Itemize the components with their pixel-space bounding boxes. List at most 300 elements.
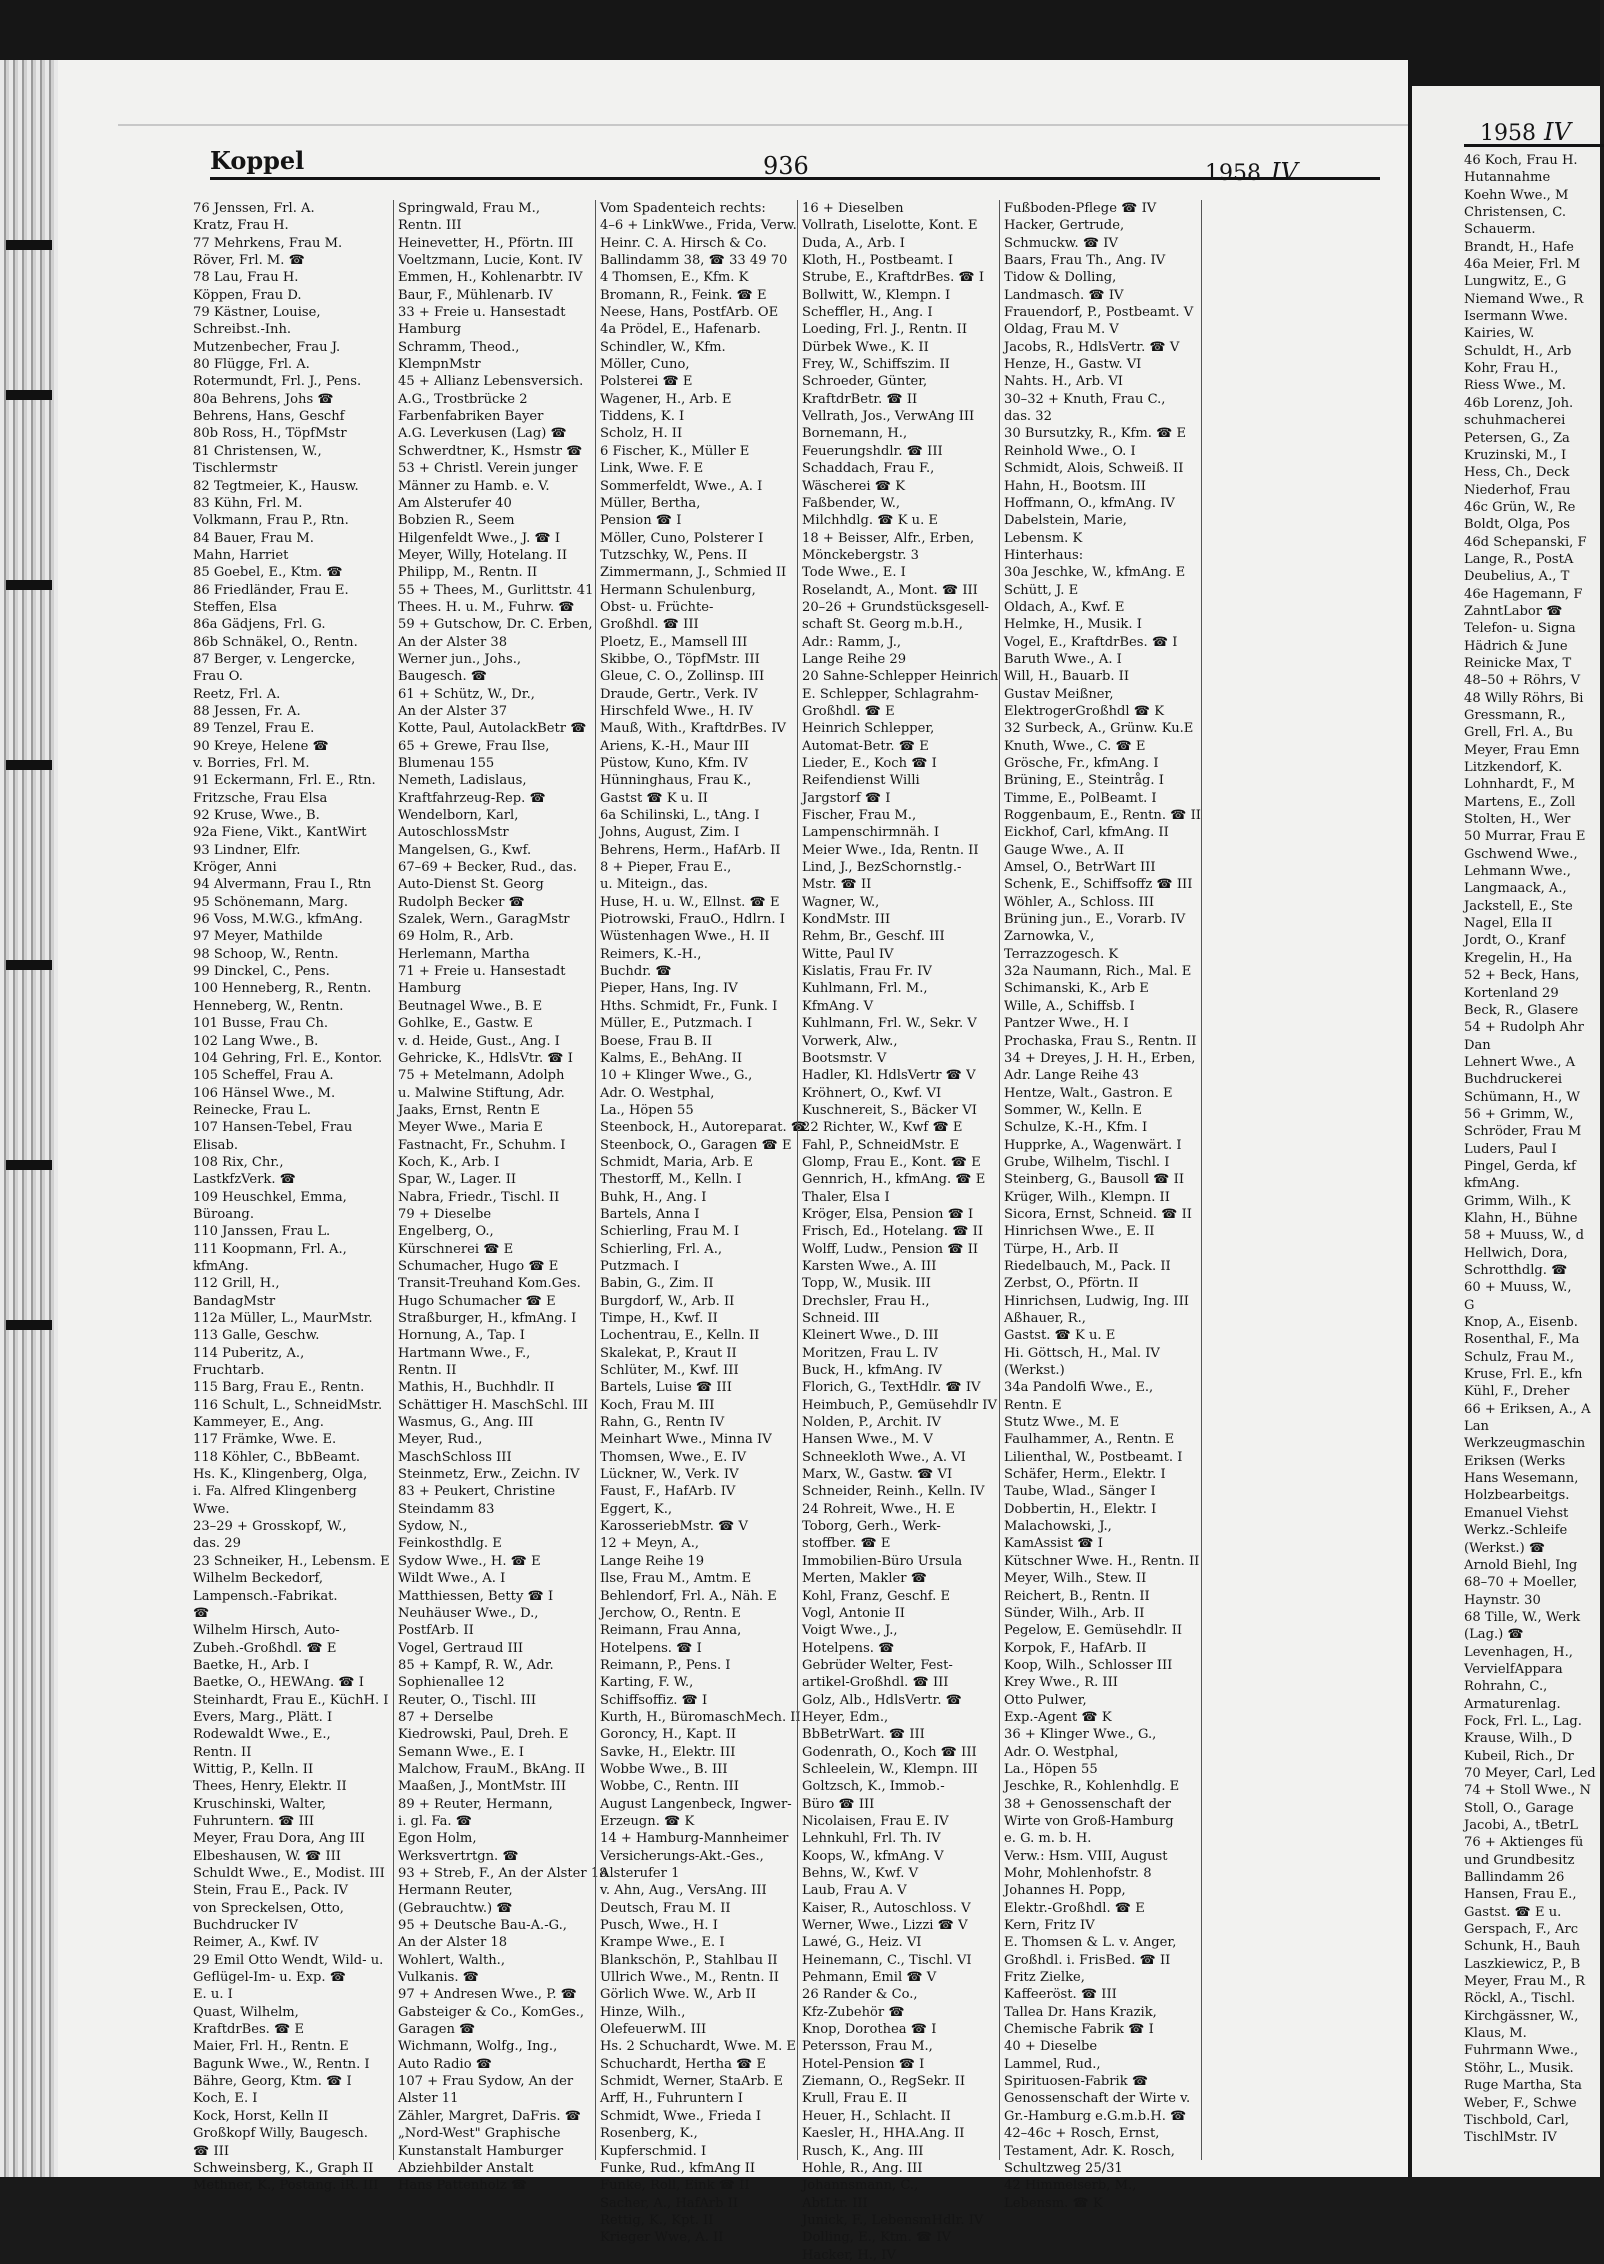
directory-entry: Sacher, A., HafArb II [600,2195,739,2211]
directory-entry: Kruzinski, M., I [1464,447,1567,463]
directory-entry: 98 Schoop, W., Rentn. [193,946,339,962]
directory-entry: Fuhruntern. ☎ III [193,1813,315,1829]
directory-entry: Zarnowka, V., [1004,929,1095,945]
directory-entry: Wäscherei ☎ K [802,478,905,494]
directory-entry: 66 + Eriksen, A., A [1464,1401,1591,1417]
directory-entry: Wildt Wwe., A. I [398,1571,506,1587]
directory-entry: Hünninghaus, Frau K., [600,773,752,789]
directory-entry: Hugo Schumacher ☎ E [398,1293,556,1309]
directory-entry: u. Malwine Stiftung, Adr. [398,1085,565,1101]
directory-entry: i. gl. Fa. ☎ [398,1813,473,1829]
directory-entry: Pantzer Wwe., H. I [1004,1016,1129,1032]
directory-entry: 30–32 + Knuth, Frau C., [1004,391,1166,407]
directory-entry: Steinmetz, Erw., Zeichn. IV [398,1467,580,1483]
directory-entry: (Lag.) ☎ [1464,1627,1524,1643]
directory-entry: Tidow & Dolling, [1004,270,1117,286]
directory-entry: Kloth, H., Postbeamt. I [802,253,954,269]
directory-entry: Rentn. II [398,1363,457,1379]
directory-entry: Merten, Makler ☎ [802,1571,927,1587]
directory-entry: ElektrogerGroßhdl ☎ K [1004,703,1164,719]
directory-entry: Arff, H., Fuhruntern I [600,2091,743,2107]
directory-entry: 88 Jessen, Fr. A. [193,703,301,719]
directory-entry: 95 Schönemann, Marg. [193,894,349,910]
directory-entry: Kotte, Paul, AutolackBetr ☎ [398,721,587,737]
directory-entry: 80 Flügge, Frl. A. [193,357,310,373]
directory-entry: Sommerfeldt, Wwe., A. I [600,478,763,494]
directory-entry: Hess, Ch., Deck [1464,465,1570,481]
directory-column [999,200,1201,2211]
directory-entry: Steenbock, O., Garagen ☎ E [600,1137,792,1153]
directory-entry: Armaturenlag. [1464,1696,1561,1712]
directory-entry: Gennrich, H., kfmAng. ☎ E [802,1172,986,1188]
directory-entry: Hartmann Wwe., F., [398,1345,531,1361]
directory-entry: Jacobi, A., tBetrL [1464,1818,1578,1833]
directory-entry: Brüning, E., Steintråg. I [1004,773,1164,789]
directory-entry: 24 Rohreit, Wwe., H. E [802,1501,955,1517]
directory-entry: Spirituosen-Fabrik ☎ [1004,2074,1149,2090]
directory-entry: Brandt, H., Hafe [1464,239,1574,255]
directory-entry: v. Borries, Frl. M. [193,756,310,771]
directory-entry: 100 Henneberg, R., Rentn. [193,981,372,997]
directory-entry: Spar, W., Lager. II [398,1172,517,1188]
directory-entry: Nicolaisen, Frau E. IV [802,1813,949,1829]
directory-entry: Koch, Frau M. III [600,1397,715,1413]
directory-entry: 69 Holm, R., Arb. [398,929,514,945]
directory-entry: Lilienthal, W., Postbeamt. I [1004,1449,1183,1465]
directory-entry: Transit-Treuhand Kom.Ges. [398,1276,581,1292]
directory-entry: KraftdrBetr. ☎ II [802,391,918,407]
directory-entry: 46 Koch, Frau H. [1464,153,1578,168]
directory-entry: Gebrüder Welter, Fest- [802,1657,953,1673]
directory-entry: Adr. O. Westphal, [1004,1744,1119,1760]
directory-entry: La., Höpen 55 [600,1102,694,1118]
directory-entry: Meyer, Wilh., Stew. II [1004,1571,1147,1587]
directory-entry: Henneberg, W., Rentn. [193,998,344,1014]
directory-entry: Schümann, H., W [1464,1089,1580,1105]
directory-entry: Evers, Marg., Plätt. I [193,1709,333,1725]
directory-entry: Petersen, G., Za [1464,430,1570,446]
directory-entry: Rentn. III [398,218,462,234]
directory-entry: Baugesch. ☎ [398,669,488,685]
directory-entry: Fußboden-Pflege ☎ IV [1004,201,1157,216]
directory-entry: Bornemann, H., [802,426,908,442]
directory-entry: Hinze, Wilh., [600,2004,686,2020]
directory-entry: Straßburger, H., kfmAng. I [398,1311,577,1326]
directory-entry: 97 + Andresen Wwe., P. ☎ [398,1987,577,2003]
directory-entry: Maaßen, J., MontMstr. III [398,1779,567,1795]
directory-entry: Hadler, Kl. HdlsVertr ☎ V [802,1068,976,1084]
directory-entry: Baruth Wwe., A. I [1004,651,1122,667]
directory-entry: 95 + Deutsche Bau-A.-G., [398,1918,567,1934]
directory-entry: Wichmann, Wolfg., Ing., [398,2039,558,2055]
directory-entry: Krull, Frau E. II [802,2091,908,2107]
directory-entry: 102 Lang Wwe., B. [193,1033,319,1049]
directory-entry: Gauge Wwe., A. II [1004,842,1125,858]
directory-entry: Witte, Paul IV [802,946,894,962]
directory-entry: 8 + Pieper, Frau E., [600,860,732,876]
directory-entry: 23 Schneiker, H., Lebensm. E [193,1553,390,1569]
directory-entry: Hotel-Pension ☎ I [802,2056,925,2072]
directory-entry: PostfArb. II [398,1623,474,1639]
directory-entry: AbtLtr. III [802,2195,868,2211]
directory-entry: Knop, Dorothea ☎ I [802,2022,937,2038]
directory-entry: Stolten, H., Wer [1464,812,1571,828]
directory-entry: v. d. Heide, Gust., Ang. I [398,1033,560,1049]
directory-entry: Schierling, Frl. A., [600,1241,723,1257]
gutter-mark [6,240,52,250]
directory-entry: u. Miteign., das. [600,877,708,893]
directory-entry: Goltzsch, K., Immob.- [802,1779,945,1795]
directory-entry: An der Alster 18 [398,1935,508,1951]
directory-entry: KarosseriebMstr. ☎ V [600,1519,748,1535]
directory-entry: 93 + Streb, F., An der Alster 18 [398,1866,608,1881]
directory-entry: Fruchtarb. [193,1363,265,1379]
directory-entry: 6a Schilinski, L., tAng. I [600,808,760,824]
directory-entry: (Werkst.) [1004,1363,1065,1379]
directory-entry: Meyer, Frau M., R [1464,1974,1585,1990]
directory-entry: Ballindamm 38, ☎ 33 49 70 [600,253,788,269]
directory-entry: Rodewaldt Wwe., E., [193,1727,331,1743]
directory-entry: 10 + Klinger Wwe., G., [600,1068,753,1084]
directory-entry: 107 Hansen-Tebel, Frau [193,1120,353,1136]
directory-entry: 80b Ross, H., TöpfMstr [193,426,347,442]
directory-entry: 23–29 + Grosskopf, W., [193,1519,347,1535]
directory-entry: Bollwitt, W., Klempn. I [802,287,951,303]
directory-entry: Schiffsoffiz. ☎ I [600,1692,708,1708]
directory-entry: Feinkosthdlg. E [398,1536,502,1552]
directory-entry: Stutz Wwe., M. E [1004,1415,1120,1431]
directory-entry: Baur, F., Mühlenarb. IV [398,287,553,303]
directory-entry: Schweinsberg, K., Graph II [193,2160,374,2176]
directory-entry: Zähler, Margret, DaFris. ☎ [398,2108,582,2124]
directory-entry: Eickhof, Carl, kfmAng. II [1004,825,1169,841]
directory-entry: 86a Gädjens, Frl. G. [193,617,326,633]
directory-entry: das. 29 [193,1536,241,1552]
directory-entry: Wwe. [193,1501,230,1517]
directory-entry: Gustav Meißner, [1004,686,1114,702]
directory-entry: 46d Schepanski, F [1464,534,1587,550]
directory-entry: Aßhauer, R., [1004,1311,1086,1326]
directory-entry: Rotermundt, Frl. J., Pens. [193,374,362,390]
directory-entry: Oldach, A., Kwf. E [1004,599,1125,615]
directory-entry: Mstr. ☎ II [802,877,872,893]
directory-entry: Chemische Fabrik ☎ I [1004,2022,1154,2038]
directory-entry: Draude, Gertr., Verk. IV [600,686,758,702]
directory-entry: Grube, Wilhelm, Tischl. I [1004,1154,1170,1170]
directory-entry: Schaddach, Frau F., [802,461,935,477]
directory-entry: Jackstell, E., Ste [1464,898,1573,914]
directory-entry: 78 Lau, Frau H. [193,270,299,286]
directory-entry: A.G., Trostbrücke 2 [398,391,528,407]
directory-entry: Lückner, W., Verk. IV [600,1467,739,1483]
directory-entry: Reinicke Max, T [1464,655,1572,671]
directory-entry: Lind, J., BezSchornstlg.- [802,860,962,876]
directory-entry: Hoffmann, O., kfmAng. IV [1004,495,1175,511]
directory-entry: 71 + Freie u. Hansestadt [398,964,566,980]
directory-column [193,200,390,2194]
directory-entry: Bähre, Georg, Ktm. ☎ I [193,2074,352,2090]
directory-entry: Hotelpens. ☎ I [600,1640,702,1656]
directory-entry: Nabra, Friedr., Tischl. II [398,1189,560,1205]
directory-entry: 34a Pandolfi Wwe., E., [1004,1380,1154,1396]
directory-entry: LastkfzVerk. ☎ [193,1172,296,1188]
directory-entry: Krey Wwe., R. III [1004,1675,1118,1691]
directory-entry: Buck, H., kfmAng. IV [802,1363,942,1379]
directory-entry: Reinecke, Frau L. [193,1102,311,1118]
directory-entry: Bagunk Wwe., W., Rentn. I [193,2056,370,2072]
directory-entry: Behrens, Herm., HafArb. II [600,842,781,858]
page-936 [58,60,1408,2263]
directory-entry: Vollrath, Liselotte, Kont. E [802,218,978,234]
directory-entry: Kunstanstalt Hamburger [398,2143,564,2159]
directory-entry: 92a Fiene, Vikt., KantWirt [193,825,367,841]
directory-entry: Lochentrau, E., Kelln. II [600,1328,760,1344]
directory-entry: Wirte von Groß-Hamburg [1004,1813,1174,1829]
directory-entry: Gastst ☎ K u. II [600,790,708,806]
directory-entry: Vorwerk, Alw., [802,1033,898,1049]
directory-entry: 79 + Dieselbe [398,1206,492,1222]
directory-entry: KraftdrBes. ☎ E [193,2022,305,2038]
directory-entry: kfmAng. [1464,1176,1520,1192]
directory-entry: Wasmus, G., Ang. III [398,1415,534,1431]
directory-entry: Großhdl. ☎ III [600,617,699,633]
directory-entry: Schierling, Frau M. I [600,1224,740,1240]
directory-entry: Nolden, P., Archit. IV [802,1415,941,1431]
directory-entry: Topp, W., Musik. III [802,1276,931,1292]
directory-entry: Rosenthal, F., Ma [1464,1332,1580,1348]
directory-entry: Großhdl. i. FrisBed. ☎ II [1004,1952,1171,1968]
directory-entry: KfmAng. V [802,998,874,1014]
directory-entry: Martens, E., Zoll [1464,794,1576,810]
directory-entry: Wolff, Ludw., Pension ☎ II [802,1241,979,1257]
directory-entry: Buchdrucker IV [193,1918,298,1934]
directory-entry: Holzbearbeitgs. [1464,1488,1570,1504]
directory-entry: 45 + Allianz Lebensversich. [398,374,584,390]
directory-entry: Baars, Frau Th., Ang. IV [1004,253,1166,269]
directory-entry: 87 Berger, v. Lengercke, [193,651,356,667]
directory-entry: Duda, A., Arb. I [802,235,905,251]
directory-entry: Feuerungshdlr. ☎ III [802,443,943,459]
directory-entry: 116 Schult, L., SchneidMstr. [193,1397,383,1413]
directory-entry: Fischer, Frau M., [802,808,917,824]
directory-entry: Reimann, P., Pens. I [600,1657,731,1673]
directory-entry: Koch, K., Arb. I [398,1154,500,1170]
directory-entry: Kaiser, R., Autoschloss. V [802,1900,971,1916]
directory-columns [193,200,1388,2263]
directory-entry: Hermann Reuter, [398,1883,513,1899]
directory-entry: Deubelius, A., T [1464,569,1570,585]
directory-entry: Schleelein, W., Klempn. III [802,1761,978,1777]
directory-entry: 50 Murrar, Frau E [1464,829,1586,845]
directory-entry: Godenrath, O., Koch ☎ III [802,1744,977,1760]
directory-entry: Petersson, Frau M., [802,2039,933,2055]
directory-entry: A.G. Leverkusen (Lag) ☎ [398,426,567,442]
directory-entry: Grell, Frl. A., Bu [1464,725,1574,741]
directory-entry: Grimm, Wilh., K [1464,1193,1571,1209]
directory-entry: Schäfer, Herm., Elektr. I [1004,1467,1166,1483]
directory-entry: Steffen, Elsa [193,599,278,615]
directory-entry: „Nord-West" Graphische [398,2126,561,2142]
directory-entry: Schumacher, Hugo ☎ E [398,1258,559,1274]
directory-entry: Koop, Wilh., Schlosser III [1004,1657,1173,1673]
gutter-mark [6,1320,52,1330]
directory-entry: 4–6 + LinkWwe., Frida, Verw. [600,218,797,234]
directory-entry: Klaus, M. [1464,2026,1527,2042]
next-header-volume: IV [1544,118,1571,146]
next-header-rule [1464,144,1604,147]
directory-entry: Gr.-Hamburg e.G.m.b.H. ☎ [1004,2108,1187,2124]
directory-entry: 46b Lorenz, Joh. [1464,395,1574,411]
directory-entry: i. Fa. Alfred Klingenberg [193,1484,357,1500]
directory-entry: 105 Scheffel, Frau A. [193,1068,334,1084]
directory-entry: Faust, F., HafArb. IV [600,1484,736,1500]
directory-entry: Gerspach, F., Arc [1464,1922,1579,1938]
directory-entry: Hi. Göttsch, H., Mal. IV [1004,1345,1160,1361]
directory-entry: Automat-Betr. ☎ E [802,738,929,754]
directory-entry: Behns, W., Kwf. V [802,1866,919,1881]
directory-entry: Szalek, Wern., GaragMstr [398,912,570,928]
directory-entry: Am Alsterufer 40 [398,495,512,511]
directory-entry: Schneider, Reinh., Kelln. IV [802,1484,985,1500]
directory-entry: Haynstr. 30 [1464,1592,1541,1608]
directory-entry: Mangelsen, G., Kwf. [398,842,532,858]
directory-entry: 89 + Reuter, Hermann, [398,1796,553,1812]
directory-entry: Reuter, O., Tischl. III [398,1692,537,1708]
directory-entry: 53 + Christl. Verein junger [398,461,578,477]
directory-entry: Frey, W., Schiffszim. II [802,357,950,373]
directory-entry: 4 Thomsen, E., Kfm. K [600,270,749,286]
directory-entry: Malchow, FrauM., BkAng. II [398,1761,586,1777]
directory-entry: Timpe, H., Kwf. II [600,1311,718,1326]
directory-entry: KlempnMstr [398,357,481,373]
directory-entry: Pusch, Wwe., H. I [600,1918,718,1934]
directory-entry: Terrazzogesch. K [1004,946,1119,962]
directory-entry: 91 Eckermann, Frl. E., Rtn. [193,773,376,789]
directory-entry: 48–50 + Röhrs, V [1464,673,1581,689]
directory-entry: Mahn, Harriet [193,547,289,563]
directory-entry: Gschwend Wwe., [1464,846,1578,862]
directory-entry: Kuschnereit, S., Bäcker VI [802,1102,977,1118]
directory-entry: Lammel, Rud., [1004,2056,1101,2072]
directory-entry: Hotelpens. ☎ [802,1640,895,1656]
directory-entry: 18 + Beisser, Alfr., Erben, [802,530,975,546]
directory-entry: Koch, E. I [193,2091,258,2107]
directory-entry: Lan [1464,1419,1489,1435]
directory-entry: Kohr, Frau H., [1464,361,1559,377]
directory-entry: Meyer, Frau Emn [1464,742,1580,758]
directory-entry: Schimanski, K., Arb E [1004,981,1149,997]
directory-entry: Obst- u. Früchte- [600,599,714,615]
directory-entry: Ruge Martha, Sta [1464,2078,1582,2094]
directory-entry: 93 Lindner, Elfr. [193,842,301,858]
directory-entry: Hansen, Frau E., [1464,1887,1577,1903]
directory-entry: Baetke, H., Arb. I [193,1657,309,1673]
directory-entry: Büro ☎ III [802,1796,875,1812]
directory-entry: Reimann, Frau Anna, [600,1623,742,1639]
directory-entry: Lange Reihe 29 [802,651,907,667]
directory-entry: Egon Holm, [398,1831,477,1847]
directory-entry: Knuth, Wwe., C. ☎ E [1004,738,1146,754]
directory-entry: 58 + Muuss, W., d [1464,1228,1585,1244]
directory-entry: Bartels, Anna I [600,1206,700,1222]
directory-entry: Taube, Wlad., Sänger I [1004,1484,1156,1500]
directory-entry: Rusch, K., Ang. III [802,2143,924,2159]
directory-entry: ☎ III [193,2143,229,2159]
directory-entry: Mathis, H., Buchhdlr. II [398,1380,555,1396]
directory-entry: Fritzsche, Frau Elsa [193,790,328,806]
directory-entry: Schauerm. [1464,222,1536,238]
directory-entry: Wendelborn, Karl, [398,808,519,824]
directory-entry: Milchhdlg. ☎ K u. E [802,513,938,529]
directory-entry: 46e Hagemann, F [1464,586,1583,602]
directory-entry: Glomp, Frau E., Kont. ☎ E [802,1154,981,1170]
directory-entry: Dabelstein, Marie, [1004,513,1127,529]
header-year: 1958 [1205,161,1261,186]
directory-entry: VervielfAppara [1464,1661,1563,1677]
directory-entry: An der Alster 38 [398,634,508,650]
directory-entry: Meyer, Frau Dora, Ang III [193,1831,365,1847]
directory-entry: Lieder, E., Koch ☎ I [802,756,937,771]
directory-entry: Niederhof, Frau [1464,482,1571,498]
directory-entry: Thees, Henry, Elektr. II [193,1779,347,1795]
directory-entry: Heinemann, C., Tischl. VI [802,1952,972,1968]
directory-entry: Kortenland 29 [1464,985,1559,1001]
directory-entry: Müller, E., Putzmach. I [600,1016,753,1032]
directory-entry: Schmuckw. ☎ IV [1004,235,1118,251]
directory-entry: Alster 11 [398,2091,459,2107]
directory-entry: Reimer, A., Kwf. IV [193,1935,319,1951]
directory-entry: Hs. K., Klingenberg, Olga, [193,1467,368,1483]
directory-entry: Kuhlmann, Frl. M., [802,981,928,997]
directory-entry: Koehn Wwe., M [1464,187,1569,203]
directory-entry: Bootsmstr. V [802,1050,887,1066]
directory-entry: Hellwich, Dora, [1464,1245,1568,1261]
directory-entry: Geflügel-Im- u. Exp. ☎ [193,1970,347,1986]
directory-entry: Kaffeeröst. ☎ III [1004,1987,1117,2003]
directory-entry: 70 Meyer, Carl, Led [1464,1765,1596,1781]
directory-entry: Thomsen, Wwe., E. IV [600,1449,747,1465]
directory-entry: Strube, E., KraftdrBes. ☎ I [802,270,985,286]
directory-entry: Amsel, O., BetrWart III [1004,860,1156,876]
directory-entry: Erzeugn. ☎ K [600,1813,695,1829]
directory-entry: 85 + Kampf, R. W., Adr. [398,1657,554,1673]
gutter-mark [6,960,52,970]
directory-entry: Vom Spadenteich rechts: [600,201,766,216]
directory-entry: Semann Wwe., E. I [398,1744,524,1760]
directory-entry: (Werkst.) ☎ [1464,1540,1546,1556]
directory-entry: Zerbst, O., Pförtn. II [1004,1276,1139,1292]
directory-entry: Krause, Wilh., D [1464,1731,1573,1747]
directory-entry: Baetke, O., HEWAng. ☎ I [193,1675,364,1691]
directory-entry: Dolling, E., Ktm. ☎ IV [802,2230,952,2246]
directory-entry: Wilhelm Beckedorf, [193,1571,324,1587]
directory-entry: Männer zu Hamb. e. V. [398,478,550,494]
directory-column [393,200,608,2194]
directory-entry: Buchdr. ☎ [600,964,672,980]
directory-entry: Hacker, H., IV [802,2247,896,2263]
directory-entry: Schuldt Wwe., E., Modist. III [193,1866,385,1881]
directory-entry: Versicherungs-Akt.-Ges., [600,1848,764,1864]
directory-entry: Golz, Alb., HdlsVertr. ☎ [802,1692,962,1708]
directory-entry: E. u. I [193,1987,233,2003]
directory-entry: Lungwitz, E., G [1464,274,1567,290]
directory-entry: La., Höpen 55 [1004,1761,1098,1777]
next-page-header [1480,118,1571,146]
directory-entry: 75 + Metelmann, Adolph [398,1068,565,1084]
directory-entry: Will, H., Bauarb. II [1004,669,1129,685]
directory-entry: 29 Emil Otto Wendt, Wild- u. [193,1952,384,1968]
directory-entry: Karsten Wwe., A. III [802,1258,937,1274]
